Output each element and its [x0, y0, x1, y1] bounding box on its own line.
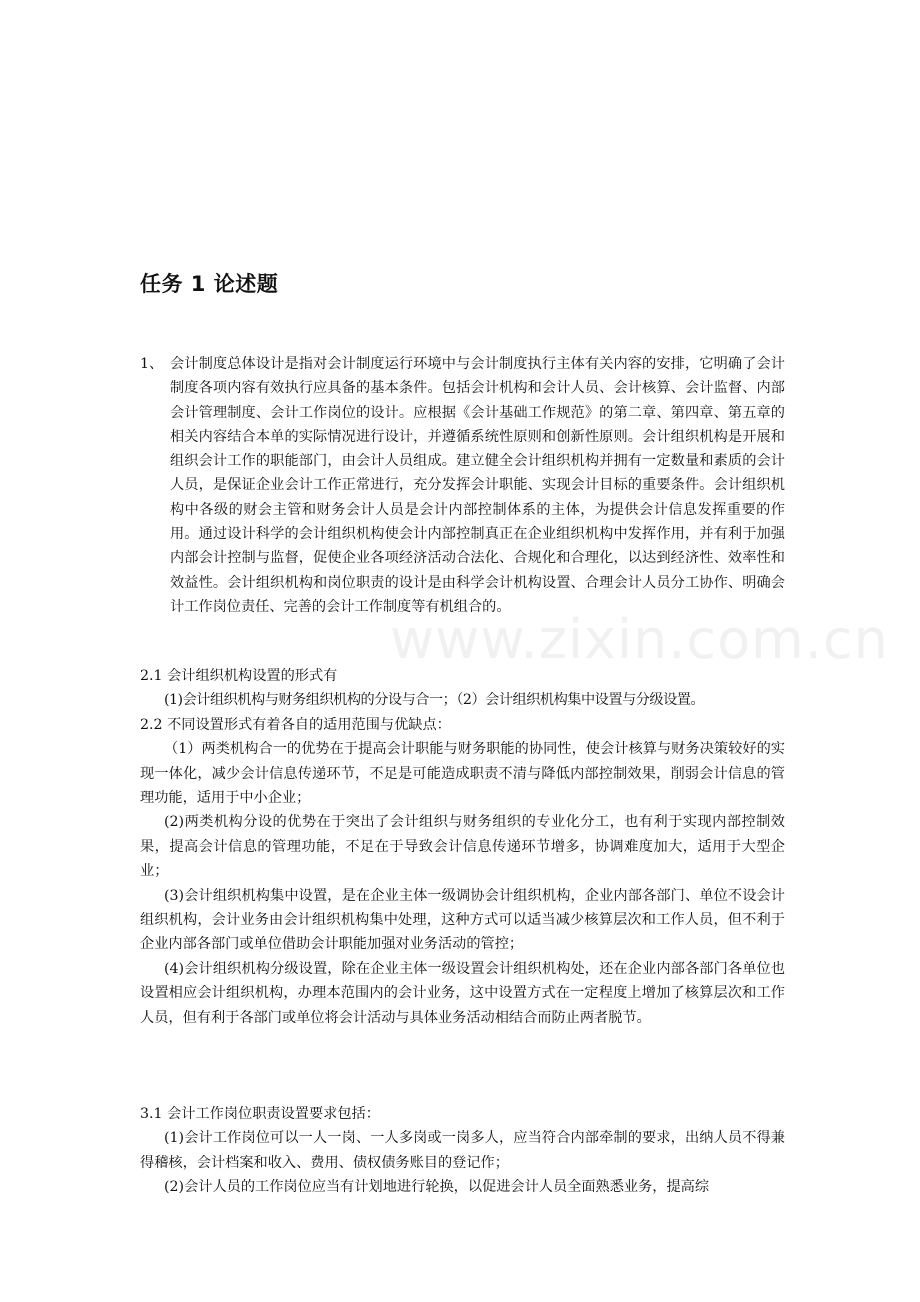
section-1-number: 1、 [140, 356, 164, 372]
list-item: (2)会计人员的工作岗位应当有计划地进行轮换，以促进会计人员全面熟悉业务，提高综 [164, 1179, 710, 1196]
list-item: (2)两类机构分设的优势在于突出了会计组织与财务组织的专业化分工，也有利于实现内部控制效果，提高会计信息的管理功能，不足在于导致会计信息传递环节增多，协调难度加大，适用于大型企业； [140, 814, 785, 880]
heading-2-2: 2.2 不同设置形式有着各自的适用范围与优缺点： [140, 716, 451, 733]
page-title: 任务 1 论述题 [140, 272, 279, 296]
heading-2-1: 2.1 会计组织机构设置的形式有 [140, 668, 338, 684]
watermark: www.zixin.com.cn [390, 608, 889, 671]
list-item: (1)会计工作岗位可以一人一岗、一人多岗或一岗多人，应当符合内部牵制的要求，出纳人员不得兼得稽核，会计档案和收入、费用、债权债务账目的登记作； [140, 1130, 785, 1171]
section-1 [140, 352, 785, 619]
section-1-paragraph: 会计制度总体设计是指对会计制度运行环境中与会计制度执行主体有关内容的安排，它明确了会计制度各项内容有效执行应具备的基本条件。包括会计机构和会计人员、会计核算、会计监督、内部会计管理制度、会计工作岗位的设计。应根据《会计基础工作规范》的第二章、第四章、第五章的相关内容结合本单的实际情况进行设计，并遵循系统性原则和创新性原则。会计组织机构是开展和组织会计工作的职能部门，由会计人员组成。建立健全会计组织机构并拥有一定数量和素质的会计人员，是保证企业会计工作正常进行，充分发挥会计职能、实现会计目标的重要条件。会计组织机构中各级的财会主管和财务会计人员是会计内部控制体系的主体，为提供会计信息发挥重要的作用。通过设计科学的会计组织机构使会计内部控制真正在企业组织机构中发挥作用，并有利于加强内部会计控制与监督，促使企业各项经济活动合法化、合规化和合理化，以达到经济性、效率性和效益性。会计组织机构和岗位职责的设计是由科学会计机构设置、合理会计人员分工协作、明确会计工作岗位责任、完善的会计工作制度等有机组合的。 [170, 356, 785, 615]
list-item: （1）两类机构合一的优势在于提高会计职能与财务职能的协同性，使会计核算与财务决策较好的实现一体化，减少会计信息传递环节，不足是可能造成职责不清与降低内部控制效果，削弱会计信息的管理功能，适用于中小企业； [140, 741, 785, 807]
forms-paragraph: (1)会计组织机构与财务组织机构的分设与合一；（2）会计组织机构集中设置与分级设置。 [164, 692, 705, 709]
list-item: (4)会计组织机构分级设置，除在企业主体一级设置会计组织机构处，还在企业内部各部门各单位也设置相应会计组织机构，办理本范围内的会计业务，这中设置方式在一定程度上增加了核算层次和工作人员，但有利于各部门或单位将会计活动与具体业务活动相结合而防止两者脱节。 [140, 960, 785, 1026]
heading-3-1: 3.1 会计工作岗位职责设置要求包括： [140, 1106, 380, 1122]
section-3 [140, 1102, 785, 1200]
section-2 [140, 664, 785, 1030]
list-item: (3)会计组织机构集中设置，是在企业主体一级调协会计组织机构，企业内部各部门、单位不设会计组织机构，会计业务由会计组织机构集中处理，这种方式可以适当减少核算层次和工作人员，但不利于企业内部各部门或单位借助会计职能加强对业务活动的管控； [140, 887, 785, 953]
